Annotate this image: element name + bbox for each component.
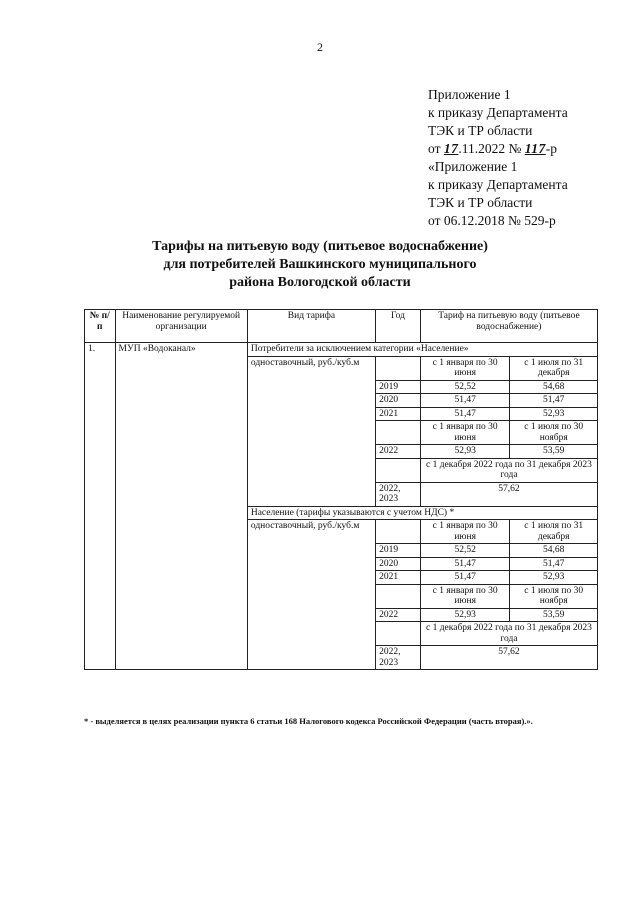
year-cell: 2020 [376, 557, 421, 571]
table-header-row [85, 310, 598, 343]
appendix-line: «Приложение 1 [428, 159, 518, 174]
year-cell [376, 520, 421, 544]
order-mid: .11.2022 № [458, 141, 525, 156]
value-cell: 52,52 [420, 380, 510, 394]
header-kind: Вид тарифа [247, 310, 375, 343]
value-cell: 51,47 [510, 557, 598, 571]
order-prefix: от [428, 141, 444, 156]
tariff-table [84, 309, 598, 670]
order-suffix: -р [545, 141, 558, 156]
value-cell: 51,47 [420, 407, 510, 421]
header-org: Наименование регулируемой организации [115, 310, 247, 343]
appendix-line: от 06.12.2018 № 529-р [428, 213, 556, 228]
appendix-line: ТЭК и ТР области [428, 123, 533, 138]
year-cell [376, 421, 421, 445]
page-number: 2 [317, 40, 323, 54]
period-cell: с 1 января по 30 июня [420, 421, 510, 445]
period-cell: с 1 января по 30 июня [420, 584, 510, 608]
year-cell: 2022 [376, 608, 421, 622]
period-cell: с 1 января по 30 июня [420, 356, 510, 380]
appendix-line: к приказу Департамента [428, 105, 568, 120]
title-line: для потребителей Вашкинского муниципального [163, 257, 477, 272]
year-cell: 2021 [376, 571, 421, 585]
period-cell: с 1 декабря 2022 года по 31 декабря 2023 года [420, 458, 597, 482]
tariff-kind: одноставочный, руб./куб.м [247, 520, 375, 670]
value-cell: 57,62 [420, 482, 597, 506]
value-cell: 54,68 [510, 544, 598, 558]
appendix-line: ТЭК и ТР области [428, 195, 533, 210]
year-cell: 2022, 2023 [376, 646, 421, 670]
handwritten-number: 117 [524, 141, 546, 156]
year-cell: 2021 [376, 407, 421, 421]
value-cell: 53,59 [510, 608, 598, 622]
title-line: Тарифы на питьевую воду (питьевое водоснабжение) [152, 239, 488, 254]
document-title [0, 238, 640, 292]
period-cell: с 1 июля по 30 ноября [510, 584, 598, 608]
value-cell: 57,62 [420, 646, 597, 670]
value-cell: 51,47 [420, 557, 510, 571]
value-cell: 52,93 [510, 407, 598, 421]
year-cell: 2022 [376, 445, 421, 459]
year-cell: 2022, 2023 [376, 482, 421, 506]
year-cell: 2020 [376, 394, 421, 408]
period-cell: с 1 июля по 31 декабря [510, 356, 598, 380]
title-line: района Вологодской области [229, 275, 411, 290]
header-num: № п/п [85, 310, 116, 343]
year-cell [376, 622, 421, 646]
header-tariff: Тариф на питьевую воду (питьевое водоснабжение) [420, 310, 597, 343]
year-cell: 2019 [376, 380, 421, 394]
handwritten-day: 17 [443, 141, 459, 156]
group-title: Население (тарифы указываются с учетом НДС) * [247, 506, 597, 520]
header-year: Год [376, 310, 421, 343]
org-name: МУП «Водоканал» [115, 343, 247, 670]
period-cell: с 1 июля по 30 ноября [510, 421, 598, 445]
table-row [85, 343, 598, 357]
value-cell: 51,47 [420, 571, 510, 585]
year-cell [376, 584, 421, 608]
value-cell: 52,93 [510, 571, 598, 585]
value-cell: 52,93 [420, 445, 510, 459]
appendix-line: к приказу Департамента [428, 177, 568, 192]
period-cell: с 1 июля по 31 декабря [510, 520, 598, 544]
group-title: Потребители за исключением категории «Население» [247, 343, 597, 357]
value-cell: 52,93 [420, 608, 510, 622]
value-cell: 51,47 [510, 394, 598, 408]
appendix-line: Приложение 1 [428, 87, 511, 102]
year-cell [376, 458, 421, 482]
value-cell: 53,59 [510, 445, 598, 459]
value-cell: 52,52 [420, 544, 510, 558]
year-cell: 2019 [376, 544, 421, 558]
appendix-order-date [428, 140, 568, 158]
tariff-kind: одноставочный, руб./куб.м [247, 356, 375, 506]
appendix-block [428, 86, 568, 230]
value-cell: 51,47 [420, 394, 510, 408]
row-number: 1. [85, 343, 116, 670]
period-cell: с 1 декабря 2022 года по 31 декабря 2023 года [420, 622, 597, 646]
value-cell: 54,68 [510, 380, 598, 394]
period-cell: с 1 января по 30 июня [420, 520, 510, 544]
footnote: * - выделяется в целях реализации пункта 6 статьи 168 Налогового кодекса Российской Федерации (часть вторая).». [84, 716, 533, 726]
year-cell [376, 356, 421, 380]
